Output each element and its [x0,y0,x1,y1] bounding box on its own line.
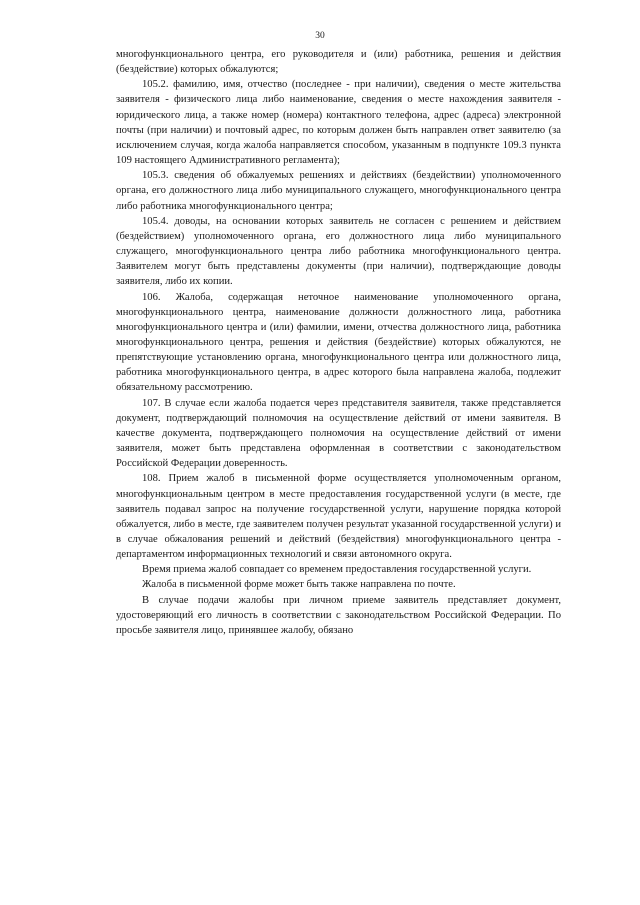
paragraph-105-3: 105.3. сведения об обжалуемых решениях и действиях (бездействии) уполномоченного органа, его должностного лица либо муниципального служащего, многофункционального центра либо работника многофункционального центра; [116,170,561,212]
paragraph-105-2: 105.2. фамилию, имя, отчество (последнее - при наличии), сведения о месте жительства заявителя - физического лица либо наименование, сведения о месте нахождения заявителя - юридического лица, а также номер (номера) контактного телефона, адрес (адреса) электронной почты (при наличии) и почтовый адрес, по которым должен быть направлен ответ заявителю (за исключением случая, когда жалоба направляется способом, указанным в подпункте 109.3 пункта 109 настоящего Административного регламента); [116,79,561,167]
paragraph-107: 107. В случае если жалоба подается через представителя заявителя, также представляется документ, подтверждающий полномочия на осуществление действий от имени заявителя. В качестве документа, подтверждающего полномочия на осуществление действий от имени заявителя, может быть представлена оформленная в соответствии с законодательством Российской Федерации доверенность. [116,397,561,470]
page-number: 30 [315,31,325,41]
paragraph-106: 106. Жалоба, содержащая неточное наименование уполномоченного органа, многофункционального центра, наименование должности должностного лица, работника многофункционального центра и (или) фамилии, имени, отчества должностного лица, работника многофункционального центра, решения и действия (бездействие) которых обжалуются, не препятствующие установлению органа, многофункционального центра или должностного лица, работника многофункционального центра, в адрес которого была направлена жалоба, подлежит обязательному рассмотрению. [116,291,561,394]
paragraph-by-mail: Жалоба в письменной форме может быть также направлена по почте. [142,579,456,591]
paragraph-reception-time: Время приема жалоб совпадает со временем предоставления государственной услуги. [142,564,532,576]
paragraph-105-4: 105.4. доводы, на основании которых заявитель не согласен с решением и действием (бездействием) уполномоченного органа, его должностного лица либо муниципального служащего, многофункционального центра либо работника многофункционального центра. Заявителем могут быть представлены документы (при наличии), подтверждающие доводы заявителя, либо их копии. [116,215,561,288]
paragraph-108: 108. Прием жалоб в письменной форме осуществляется уполномоченным органом, многофункциональным центром в месте предоставления государственной услуги (в месте, где заявитель подавал запрос на получение государственной услуги, нарушение порядка которой обжалуется, либо в месте, где заявителем получен результат указанной государственной услуги) и в случае обжалования решений и действий (бездействия) многофункционального центра - департаментом информационных технологий и связи автономного округа. [116,473,561,561]
paragraph-105-1-continuation: многофункционального центра, его руководителя и (или) работника, решения и действия (бездействие) которых обжалуются; [116,49,561,76]
paragraph-personal-reception: В случае подачи жалобы при личном приеме заявитель представляет документ, удостоверяющий его личность в соответствии с законодательством Российской Федерации. По просьбе заявителя лицо, принявшее жалобу, обязано [116,594,561,636]
document-body [116,47,561,638]
